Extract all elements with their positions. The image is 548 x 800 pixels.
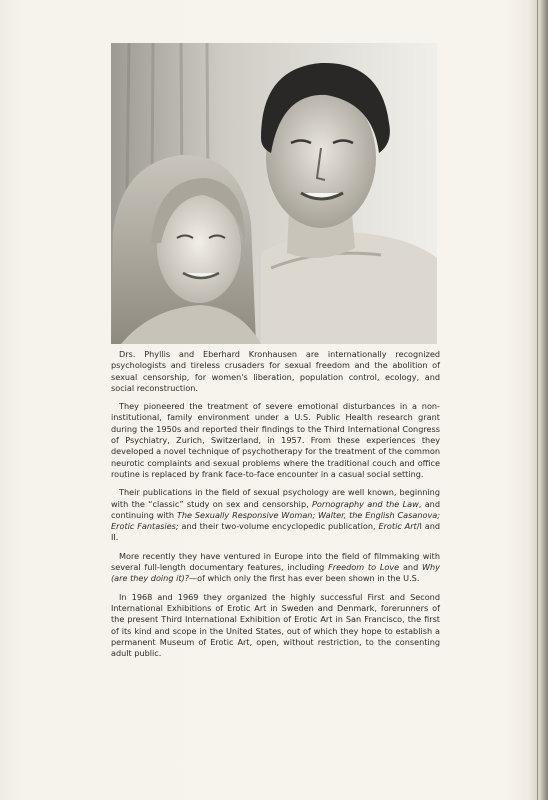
page-fold-line xyxy=(537,0,538,800)
bio-paragraph-exhibitions: In 1968 and 1969 they organized the highly successful First and Second International Exhibitions of Erotic Art in Sweden and Denmark, forerunners of the present Third International Exhibition of Erotic Art in San Francisco, the first of its kind and scope in the United States, out of which they hope to establish a permanent Museum of Erotic Art, open, without restriction, to the consenting adult public. xyxy=(111,591,440,659)
author-portrait-photo xyxy=(111,43,437,344)
bio-paragraph-intro: Drs. Phyllis and Eberhard Kronhausen are internationally recognized psychologists and tireless crusaders for sexual freedom and the abolition of sexual censorship, for women's liberation, population control, ecology, and social reconstruction. xyxy=(111,349,440,393)
publication-titles-list: The Sexually Responsive Woman; Walter, the English Casanova; Erotic Fantasies; xyxy=(111,509,440,532)
publications-text-e: and their two-volume encyclopedic publication, xyxy=(178,521,379,532)
bio-paragraph-psychotherapy: They pioneered the treatment of severe emotional disturbances in a non-institutional, family environment under a U.S. Public Health research grant during the 1950s and reported their findings to the Third International Congress of Psychiatry, Zurich, Switzerland, in 1957. From these experiences they developed a novel technique of psychotherapy for the treatment of the common neurotic complaints and sexual problems where the traditional couch and office routine is replaced by frank face-to-face encounter in a casual social setting. xyxy=(111,401,440,479)
publications-text-g: /I and II. xyxy=(111,521,440,543)
bio-paragraph-films xyxy=(111,551,440,585)
films-text-e: —of which only the first has ever been shown in the U.S. xyxy=(189,573,420,584)
publications-text-c: , and continuing with xyxy=(111,498,440,520)
publication-title-pornography: Pornography and the Law xyxy=(312,498,419,509)
films-text-c: and xyxy=(399,562,422,573)
publication-title-erotic-art: Erotic Art xyxy=(378,521,417,532)
films-text-a: More recently they have ventured in Europe into the field of filmmaking with several full-length documentary features, including xyxy=(111,550,440,573)
film-title-why: Why (are they doing it)? xyxy=(111,562,440,584)
bio-paragraph-publications xyxy=(111,487,440,543)
publications-text-a: Their publications in the field of sexual psychology are well known, beginning with the “classic” study on sex and censorship, xyxy=(111,487,440,509)
page-spine-shadow xyxy=(528,0,548,800)
film-title-freedom: Freedom to Love xyxy=(328,562,400,573)
author-biography xyxy=(111,349,440,666)
